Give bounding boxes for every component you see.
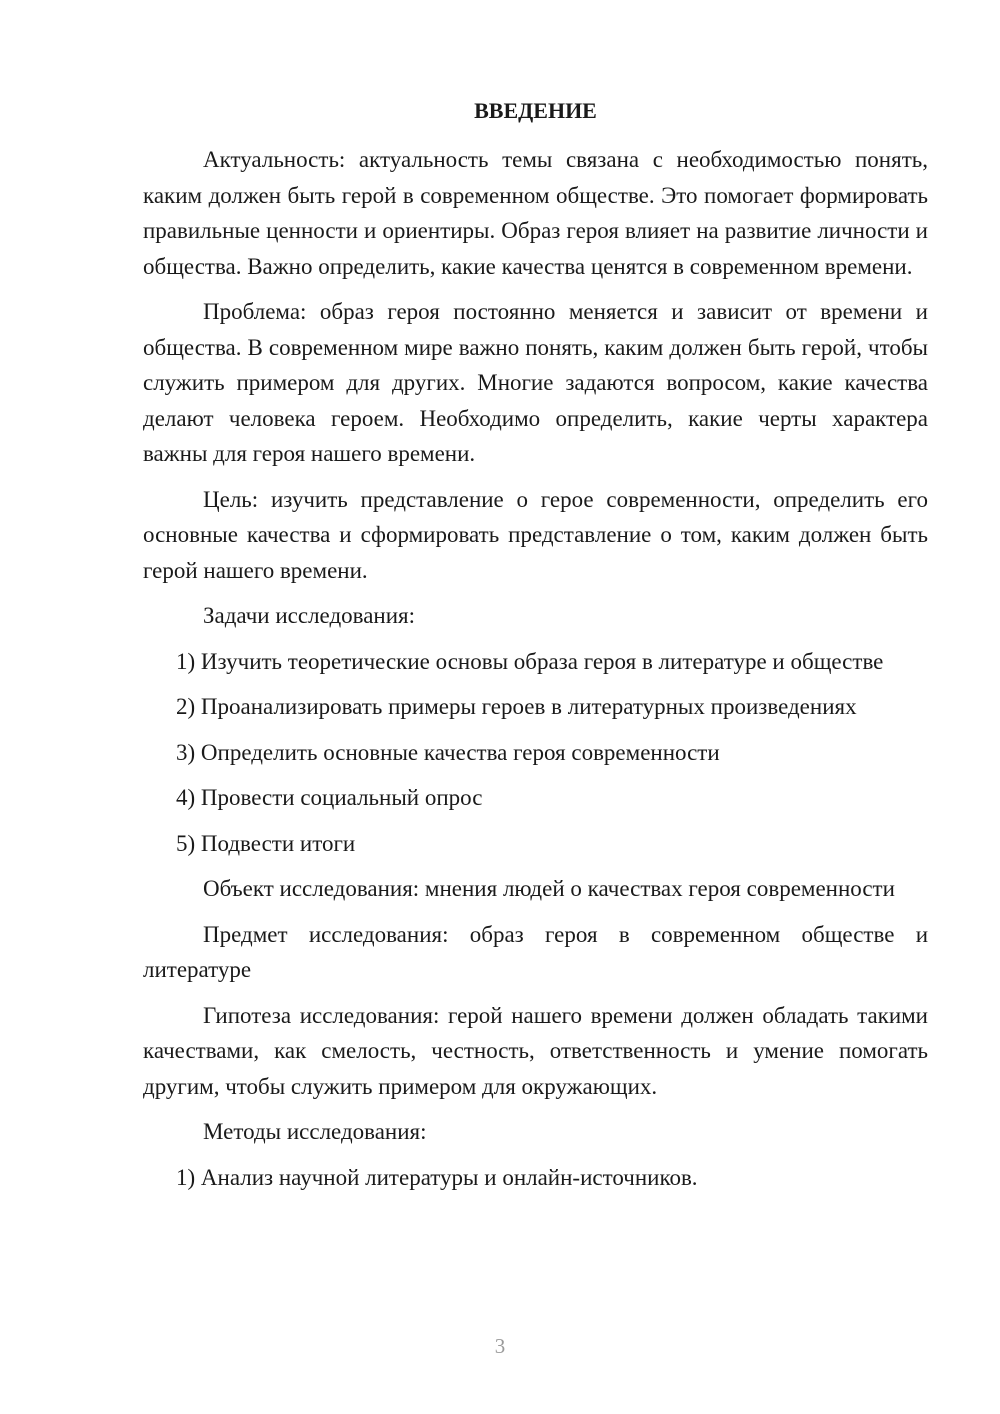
- task-item: 4) Провести социальный опрос: [176, 785, 483, 810]
- task-item: 2) Проанализировать примеры героев в литературных произведениях: [176, 694, 857, 719]
- tasks-heading: Задачи исследования:: [203, 603, 416, 628]
- page-number: 3: [494, 1334, 506, 1358]
- object-paragraph: Объект исследования: мнения людей о качествах героя современности: [203, 876, 895, 901]
- section-title: ВВЕДЕНИЕ: [474, 98, 597, 123]
- task-item: 3) Определить основные качества героя современности: [176, 739, 720, 765]
- subject-paragraph: Предмет исследования: образ героя в современном обществе и литературе: [143, 921, 928, 982]
- methods-heading: Методы исследования:: [203, 1119, 427, 1144]
- task-item: 5) Подвести итоги: [176, 830, 356, 856]
- problem-paragraph: Проблема: образ героя постоянно меняется и зависит от времени и общества. В современном мире важно понять, каким должен быть герой, чтобы служить примером для других. Многие задаются вопросом, какие качества делают человека героем. Необходимо определить, какие черты характера важны для героя нашего времени.: [143, 299, 928, 466]
- goal-paragraph: Цель: изучить представление о герое современности, определить его основные качества и сформировать представление о том, каким должен быть герой нашего времени.: [143, 486, 928, 583]
- relevance-paragraph: Актуальность: актуальность темы связана с необходимостью понять, каким должен быть герой в современном обществе. Это помогает формировать правильные ценности и ориентиры. Образ героя влияет на развитие личности и общества. Важно определить, какие качества ценятся в современном времени.: [143, 147, 928, 279]
- method-item: 1) Анализ научной литературы и онлайн-источников.: [176, 1164, 698, 1190]
- hypothesis-paragraph: Гипотеза исследования: герой нашего времени должен обладать такими качествами, как смелость, честность, ответственность и умение помогать другим, чтобы служить примером для окружающих.: [143, 1002, 928, 1099]
- task-item: 1) Изучить теоретические основы образа героя в литературе и обществе: [176, 648, 884, 674]
- document-body: [143, 142, 928, 1205]
